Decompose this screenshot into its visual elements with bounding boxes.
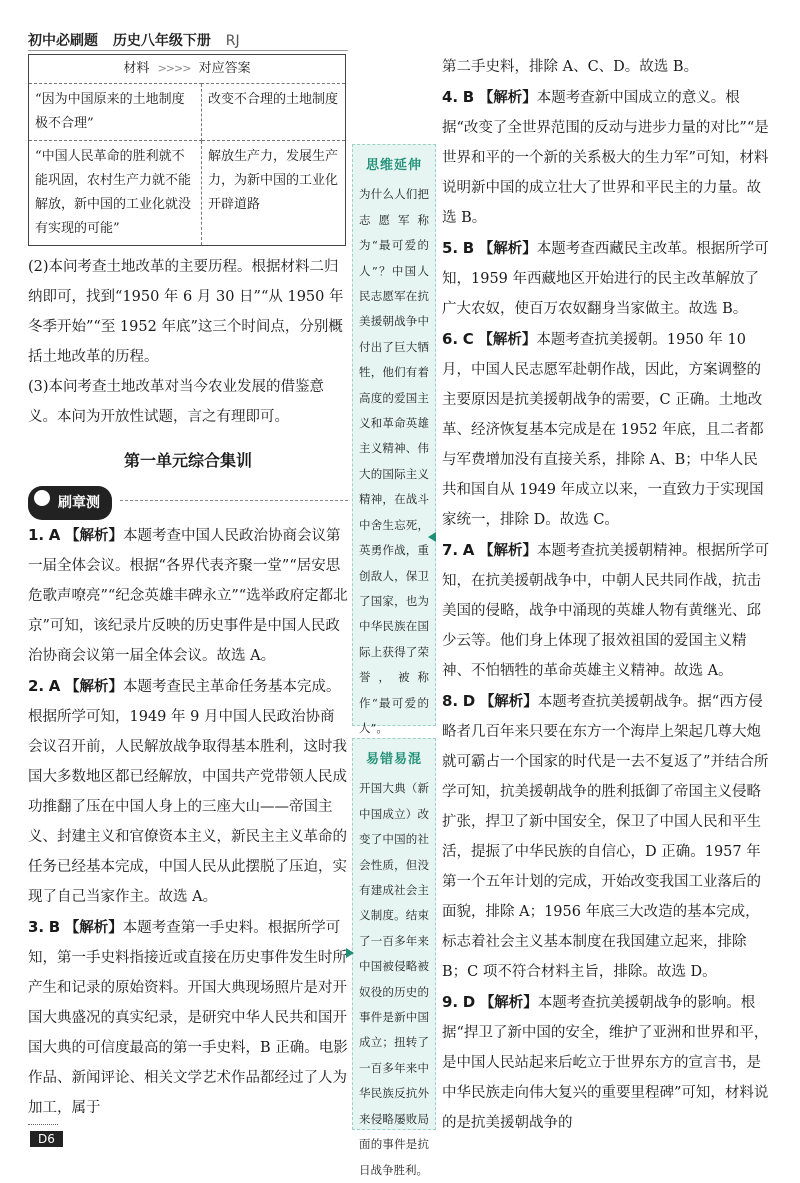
item-number: 4. bbox=[442, 88, 459, 106]
continued-text: 第二手史料，排除 A、C、D。故选 B。 bbox=[442, 59, 699, 75]
explanation-paragraph: (2)本问考查土地改革的主要历程。根据材料二归纳即可，找到“1950 年 6 月 30 日”“从 1950 年冬季开始”“至 1952 年底”这三个时间点，分别概括土地改革的历程。 bbox=[28, 259, 344, 365]
answer-item-5 bbox=[442, 233, 772, 324]
chapter-test-badge: 刷章测 bbox=[28, 486, 112, 520]
item-text: 本题考查民主革命任务基本完成。根据所学可知，1949 年 9 月中国人民政治协商会议召开前，人民解放战争取得基本胜利，这时我国大多数地区都已经解放，中国共产党带领人民成功推翻了压在中国人身上的三座大山——帝国主义、封建主义和官僚资本主义，新民主主义革命的任务已经基本完成，中国人民从此摆脱了压迫，实现了自己当家作主。故选 A。 bbox=[28, 679, 347, 905]
badge-divider bbox=[120, 500, 348, 501]
item-number: 8. bbox=[442, 692, 459, 710]
item-answer: B bbox=[462, 239, 475, 257]
answer-item-9 bbox=[442, 987, 772, 1138]
answer-item-7 bbox=[442, 535, 772, 686]
section-title: 第一单元综合集训 bbox=[123, 451, 252, 470]
analysis-label: 【解析】 bbox=[478, 331, 537, 348]
left-column bbox=[28, 52, 348, 1123]
side-text: 开国大典（新中国成立）改变了中国的社会性质，但没有建成社会主义制度。结束了一百多年来中国被侵略被奴役的历史的事件是新中国成立；扭转了一百多年来中华民族反抗外来侵略屡败局面的事件是抗日战争胜利。 bbox=[359, 781, 429, 1177]
subject-name: 历史八年级下册 bbox=[112, 33, 211, 49]
answer-item-3 bbox=[28, 912, 348, 1123]
answer-table bbox=[28, 54, 346, 246]
analysis-label: 【解析】 bbox=[64, 919, 123, 936]
table-col-answer: 对应答案 bbox=[198, 61, 251, 76]
table-cell-material: “因为中国原来的土地制度极不合理” bbox=[29, 84, 202, 141]
footer-dotted-rule bbox=[28, 1124, 58, 1125]
page-number: D6 bbox=[30, 1131, 63, 1147]
answer-item-8 bbox=[442, 686, 772, 987]
pointer-left-icon bbox=[428, 532, 436, 542]
answer-item-6 bbox=[442, 324, 772, 535]
table-row bbox=[29, 141, 346, 246]
item-answer: B bbox=[462, 88, 475, 106]
thinking-extension-box bbox=[352, 144, 436, 735]
edition-label: RJ bbox=[225, 33, 240, 49]
item-text: 本题考查抗美援朝战争的影响。根据“捍卫了新中国的安全，维护了亚洲和世界和平，是中国人民站起来后屹立于世界东方的宣言书，是中华民族走向伟大复兴的重要里程碑”可知，材料说的是抗美援朝战争的 bbox=[442, 995, 769, 1131]
item-number: 1. bbox=[28, 526, 45, 544]
item-answer: A bbox=[462, 541, 475, 559]
side-title: 易错易混 bbox=[365, 752, 422, 767]
item-number: 2. bbox=[28, 677, 45, 695]
item-answer: A bbox=[48, 677, 61, 695]
item-number: 6. bbox=[442, 330, 459, 348]
explanation-paragraph: (3)本问考查土地改革对当今农业发展的借鉴意义。本问为开放性试题，言之有理即可。 bbox=[28, 379, 325, 425]
item-text: 本题考查抗美援朝战争。据“西方侵略者几百年来只要在东方一个海岸上架起几尊大炮就可霸占一个国家的时代是一去不复返了”并结合所学可知，抗美援朝战争的胜利抵御了帝国主义侵略扩张，捍卫了新中国安全，保卫了中国人民和平生活，提振了中华民族的自信心，D 正确。1957 年第一个五年计划的完成，开始改变我国工业落后的面貌，排除 A；1956 年底三大改造的基本完成，标志着社会主义基本制度在我国建立起来，排除 B；C 项不符合材料主旨，排除。故选 D。 bbox=[442, 694, 769, 980]
item-number: 3. bbox=[28, 918, 45, 936]
item-text: 本题考查中国人民政治协商会议第一届全体会议。根据“各界代表齐聚一堂”“居安思危歌声嘹亮”“纪念英雄丰碑永立”“选举政府定都北京”可知，该纪录片反映的历史事件是中国人民政治协商会议第一届全体会议。故选 A。 bbox=[28, 528, 348, 664]
item-number: 9. bbox=[442, 993, 459, 1011]
analysis-label: 【解析】 bbox=[64, 527, 123, 544]
item-number: 5. bbox=[442, 239, 459, 257]
right-column bbox=[442, 52, 772, 1138]
table-cell-material: “中国人民革命的胜利就不能巩固，农村生产力就不能解放，新中国的工业化就没有实现的可能” bbox=[29, 141, 202, 246]
item-text: 本题考查第一手史料。根据所学可知，第一手史料指接近或直接在历史事件发生时所产生和记录的原始资料。开国大典现场照片是对开国大典盛况的真实纪录，是研究中华人民共和国开国大典的可信度最高的第一手史料，B 正确。电影作品、新闻评论、相关文学艺术作品都经过了人为加工，属于 bbox=[28, 920, 348, 1116]
item-answer: D bbox=[462, 993, 476, 1011]
table-col-material: 材料 bbox=[123, 61, 150, 76]
item-text: 本题考查抗美援朝。1950 年 10 月，中国人民志愿军赴朝作战，因此，方案调整的主要原因是抗美援朝战争的需要，C 正确。土地改革、经济恢复基本完成是在 1952 年底，且二者都与军费增加没有直接关系，排除 A、B；中华人民共和国自从 1949 年成立以来，一直致力于实现国家统一，排除 D。故选 C。 bbox=[442, 332, 764, 528]
item-answer: A bbox=[48, 526, 61, 544]
sidebar-column bbox=[352, 52, 434, 1177]
side-text: 为什么人们把志愿军称为“最可爱的人”？中国人民志愿军在抗美援朝战争中付出了巨大牺牲，他们有着高度的爱国主义和革命英雄主义精神、伟大的国际主义精神，在战斗中舍生忘死，英勇作战，重创敌人，保卫了国家，也为中华民族在国际上获得了荣誉，被称作“最可爱的人”。 bbox=[359, 187, 429, 735]
answer-item-1 bbox=[28, 520, 348, 671]
item-text: 本题考查西藏民主改革。根据所学可知，1959 年西藏地区开始进行的民主改革解放了广大农奴，使百万农奴翻身当家做主。故选 B。 bbox=[442, 241, 769, 317]
book-name: 初中必刷题 bbox=[28, 33, 98, 49]
table-header bbox=[29, 55, 346, 84]
badge-row bbox=[28, 486, 348, 516]
answer-item-2 bbox=[28, 671, 348, 912]
item-number: 7. bbox=[442, 541, 459, 559]
running-header bbox=[28, 30, 250, 50]
analysis-label: 【解析】 bbox=[479, 693, 538, 710]
table-cell-answer: 改变不合理的土地制度 bbox=[202, 84, 346, 141]
analysis-label: 【解析】 bbox=[478, 542, 537, 559]
table-row bbox=[29, 84, 346, 141]
arrows-icon: >>>> bbox=[157, 62, 191, 75]
analysis-label: 【解析】 bbox=[479, 994, 538, 1011]
analysis-label: 【解析】 bbox=[64, 678, 123, 695]
analysis-label: 【解析】 bbox=[478, 89, 537, 106]
analysis-label: 【解析】 bbox=[478, 240, 537, 257]
header-rule bbox=[28, 50, 348, 51]
item-answer: C bbox=[462, 330, 474, 348]
item-answer: B bbox=[48, 918, 61, 936]
common-mistakes-box bbox=[352, 738, 436, 1177]
answer-item-4 bbox=[442, 82, 772, 233]
item-text: 本题考查抗美援朝精神。根据所学可知，在抗美援朝战争中，中朝人民共同作战，抗击美国的侵略，战争中涌现的英雄人物有黄继光、邱少云等。他们身上体现了报效祖国的爱国主义精神、不怕牺牲的革命英雄主义精神。故选 A。 bbox=[442, 543, 769, 679]
table-cell-answer: 解放生产力，发展生产力，为新中国的工业化开辟道路 bbox=[202, 141, 346, 246]
pointer-right-icon bbox=[346, 948, 354, 958]
item-answer: D bbox=[462, 692, 476, 710]
side-title: 思维延伸 bbox=[365, 158, 422, 173]
item-text: 本题考查新中国成立的意义。根据“改变了全世界范围的反动与进步力量的对比”“是世界和平的一个新的关系极大的生力军”可知，材料说明新中国的成立壮大了世界和平民主的力量。故选 B。 bbox=[442, 90, 769, 226]
